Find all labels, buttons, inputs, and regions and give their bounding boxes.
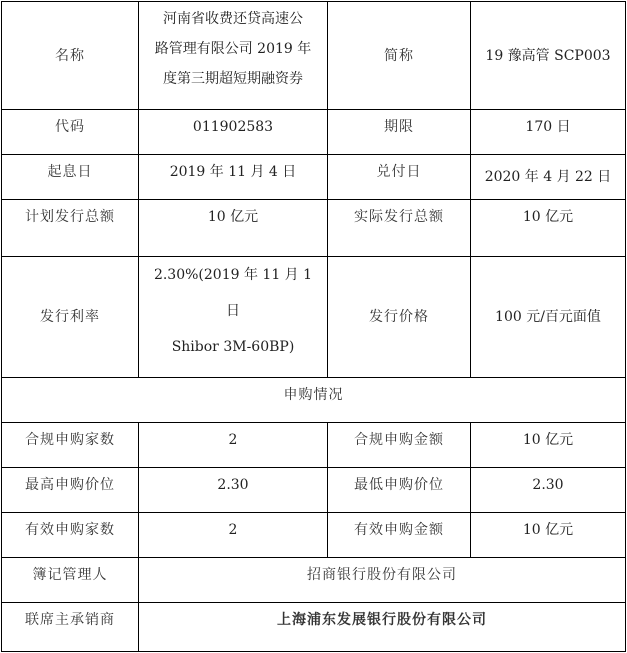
actual-amount-value: 10 亿元 (471, 200, 626, 257)
price-label: 发行价格 (328, 257, 471, 378)
value-date-label: 起息日 (2, 155, 139, 200)
redemption-date-value: 2020 年 4 月 22 日 (471, 155, 626, 200)
short-name-label: 简称 (328, 2, 471, 110)
name-line-1: 河南省收费还贷高速公 (163, 11, 303, 27)
name-line-2: 路管理有限公司 2019 年 (154, 41, 312, 57)
code-label: 代码 (2, 110, 139, 155)
name-value (139, 2, 328, 110)
joint-underwriter-value: 上海浦东发展银行股份有限公司 (139, 603, 626, 652)
row-bookrunner (2, 558, 626, 603)
rate-line-3: Shibor 3M-60BP) (171, 339, 295, 355)
planned-amount-label: 计划发行总额 (2, 200, 139, 257)
price-value: 100 元/百元面值 (471, 257, 626, 378)
row-joint-underwriter (2, 603, 626, 652)
rate-line-1: 2.30%(2019 年 11 月 1 (153, 267, 313, 283)
short-name-value: 19 豫高管 SCP003 (471, 2, 626, 110)
compliant-amount-value: 10 亿元 (471, 423, 626, 468)
row-rate (2, 257, 626, 378)
term-label: 期限 (328, 110, 471, 155)
rate-label: 发行利率 (2, 257, 139, 378)
actual-amount-label: 实际发行总额 (328, 200, 471, 257)
highest-price-value: 2.30 (139, 468, 328, 513)
rate-line-2: 日 (226, 303, 240, 319)
compliant-amount-label: 合规申购金额 (328, 423, 471, 468)
row-valid (2, 513, 626, 558)
lowest-price-value: 2.30 (471, 468, 626, 513)
valid-amount-value: 10 亿元 (471, 513, 626, 558)
valid-amount-label: 有效申购金额 (328, 513, 471, 558)
bookrunner-value: 招商银行股份有限公司 (139, 558, 626, 603)
value-date-value: 2019 年 11 月 4 日 (139, 155, 328, 200)
joint-underwriter-label: 联席主承销商 (2, 603, 139, 652)
row-code (2, 110, 626, 155)
redemption-date-label: 兑付日 (328, 155, 471, 200)
row-subscription-header (2, 378, 626, 423)
subscription-section-title: 申购情况 (2, 378, 626, 423)
term-value: 170 日 (471, 110, 626, 155)
rate-value (139, 257, 328, 378)
highest-price-label: 最高申购价位 (2, 468, 139, 513)
code-value: 011902583 (139, 110, 328, 155)
name-line-3: 度第三期超短期融资券 (163, 71, 303, 87)
row-compliant (2, 423, 626, 468)
planned-amount-value: 10 亿元 (139, 200, 328, 257)
row-amount (2, 200, 626, 257)
compliant-count-value: 2 (139, 423, 328, 468)
lowest-price-label: 最低申购价位 (328, 468, 471, 513)
bond-issuance-table (1, 1, 626, 652)
bookrunner-label: 簿记管理人 (2, 558, 139, 603)
row-price-range (2, 468, 626, 513)
row-name (2, 2, 626, 110)
compliant-count-label: 合规申购家数 (2, 423, 139, 468)
valid-count-label: 有效申购家数 (2, 513, 139, 558)
row-dates (2, 155, 626, 200)
valid-count-value: 2 (139, 513, 328, 558)
name-label: 名称 (2, 2, 139, 110)
